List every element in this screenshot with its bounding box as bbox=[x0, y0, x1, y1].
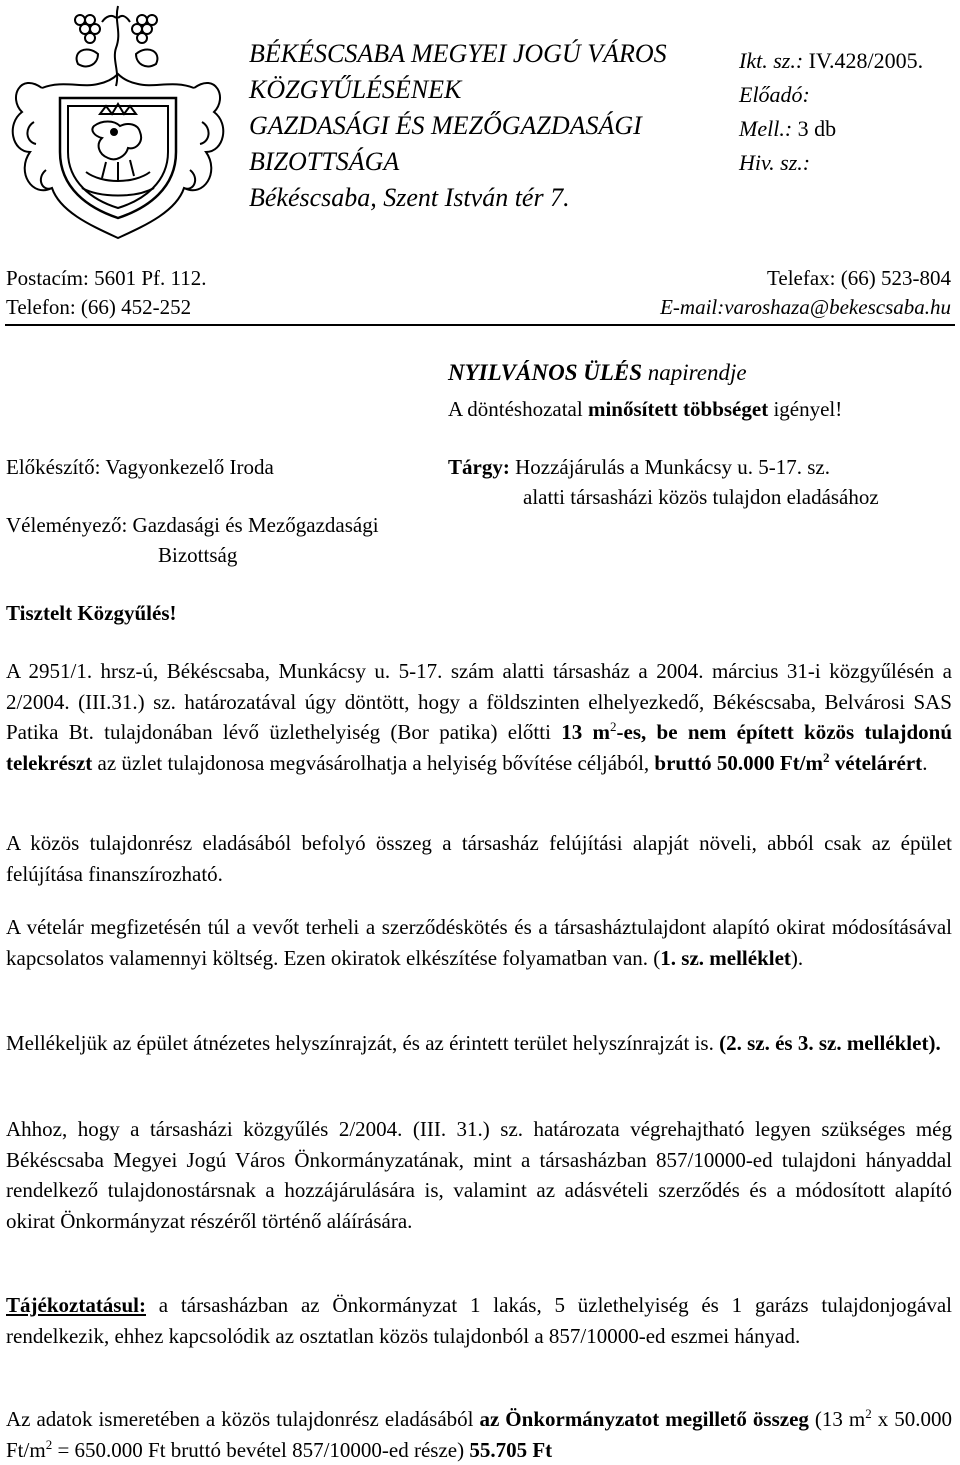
p6-text: a társasházban az Önkormányzat 1 lakás, 5 üzlethelyiség és 1 garázs tulajdonjogával rendelkezik, ehhez kapcsolódik az osztatlan közös tulajdonból a 857/10000-ed eszmei hányad. bbox=[6, 1293, 952, 1348]
subject-line-2: alatti társasházi közös tulajdon eladásához bbox=[523, 485, 879, 509]
preparer: Előkészítő: Vagyonkezelő Iroda bbox=[6, 455, 274, 479]
header-address: Békéscsaba, Szent István tér 7. bbox=[249, 183, 570, 212]
paragraph-6 bbox=[6, 1290, 952, 1351]
header-title-line-4: BIZOTTSÁGA bbox=[249, 147, 400, 176]
salutation bbox=[6, 598, 177, 628]
decision-requirement-post: igényel! bbox=[773, 397, 843, 421]
reference-label: Hiv. sz.: bbox=[739, 150, 811, 175]
paragraph-3 bbox=[6, 912, 952, 973]
header-title-line-3: GAZDASÁGI ÉS MEZŐGAZDASÁGI bbox=[249, 111, 642, 140]
p3-text-1: A vételár megfizetésén túl a vevőt terheli a szerződéskötés és a társasháztulajdont alapító okirat módosításával kapcsolatos valamennyi költség. Ezen okiratok elkészítése folyamatban van. ( bbox=[6, 915, 952, 970]
p7-bold-2: 55.705 Ft bbox=[469, 1437, 553, 1462]
subject-text-1: Hozzájárulás a Munkácsy u. 5-17. sz. bbox=[515, 455, 830, 479]
attachments bbox=[739, 112, 923, 146]
p7-sup-1: 2 bbox=[865, 1406, 872, 1421]
registration-value: IV.428/2005. bbox=[808, 48, 924, 73]
p7-sup-2: 2 bbox=[45, 1436, 53, 1452]
p1-bold-3: bruttó 50.000 Ft/m bbox=[654, 750, 823, 775]
p1-sup-2: 2 bbox=[823, 749, 830, 765]
header-divider bbox=[5, 324, 955, 326]
p1-bold-2: -es, be nem épített közös tulajdonú telekrészt bbox=[6, 720, 953, 775]
telefax: Telefax: (66) 523-804 bbox=[767, 266, 951, 290]
coat-of-arms-emblem bbox=[2, 2, 234, 242]
p4-bold-1: (2. sz. és 3. sz. melléklet). bbox=[719, 1031, 941, 1055]
email-value[interactable]: varoshaza@bekescsaba.hu bbox=[724, 295, 951, 319]
email bbox=[660, 293, 951, 321]
decision-requirement-bold: minősített többséget bbox=[587, 397, 769, 421]
p6-label: Tájékoztatásul: bbox=[6, 1293, 146, 1317]
presenter-label: Előadó: bbox=[739, 82, 810, 107]
paragraph-1 bbox=[6, 656, 952, 778]
p7-text-4: = 650.000 Ft bruttó bevétel 857/10000-ed része) bbox=[57, 1437, 465, 1462]
header-meta bbox=[739, 44, 923, 180]
decision-requirement-pre: A döntéshozatal bbox=[448, 397, 583, 421]
p1-text-2: az üzlet tulajdonosa megvásárolhatja a helyiség bővítése céljából, bbox=[97, 750, 650, 775]
p7-text-3: x 50.000 Ft/m bbox=[6, 1407, 952, 1462]
subject-line-1 bbox=[448, 452, 830, 482]
registration-label: Ikt. sz.: bbox=[739, 48, 804, 73]
paragraph-5: Ahhoz, hogy a társasházi közgyűlés 2/2004. (III. 31.) sz. határozata végrehajtható legyen szükséges még Békéscsaba Megyei Jogú Város Önkormányzatának, mint a társasházban 857/10000-ed tulajdoni hányaddal rendelkező tulajdonostársnak a hozzájárulására is, valamint az adásvételi szerződés és a módosított alapító okirat Önkormányzat részéről történő aláírására. bbox=[6, 1117, 952, 1233]
telephone: Telefon: (66) 452-252 bbox=[6, 295, 192, 319]
decision-requirement bbox=[448, 394, 842, 424]
p1-text-3: . bbox=[922, 750, 928, 775]
p1-sup-1: 2 bbox=[610, 719, 617, 734]
postal-address: Postacím: 5601 Pf. 112. bbox=[6, 266, 207, 290]
attachments-label: Mell.: bbox=[739, 116, 793, 141]
session-title-bold: NYILVÁNOS ÜLÉS bbox=[448, 360, 643, 385]
header-title-line-1: BÉKÉSCSABA MEGYEI JOGÚ VÁROS bbox=[249, 39, 667, 68]
salutation-text: Tisztelt Közgyűlés! bbox=[6, 601, 177, 625]
p7-text-1: Az adatok ismeretében a közös tulajdonrész eladásából bbox=[6, 1407, 474, 1431]
p7-bold-1: az Önkormányzatot megillető összeg bbox=[479, 1407, 809, 1431]
reviewer: Véleményező: Gazdasági és Mezőgazdasági bbox=[6, 513, 379, 537]
paragraph-4 bbox=[6, 1028, 952, 1059]
p3-text-2: ). bbox=[790, 945, 804, 970]
reviewer-continued: Bizottság bbox=[158, 543, 238, 567]
p1-bold-1: 13 m bbox=[561, 720, 611, 744]
header-title bbox=[249, 36, 667, 216]
subject-label: Tárgy: bbox=[448, 455, 510, 479]
session-title-rest: napirendje bbox=[647, 360, 747, 385]
paragraph-2: A közös tulajdonrész eladásából befolyó összeg a társasház felújítási alapját növeli, abból csak az épület felújítása finanszírozható. bbox=[6, 831, 952, 886]
p1-text-1: A 2951/1. hrsz-ú, Békéscsaba, Munkácsy u. 5-17. szám alatti társasház a 2004. március 31-i közgyűlésén a 2/2004. (III.31.) sz. határozatával úgy döntött, hogy a földszinten elhelyezkedő, Békéscsaba, Belvárosi SAS Patika Bt. tulajdonában lévő üzlethelyiség (Bor patika) előtti bbox=[6, 659, 952, 744]
p7-text-2: (13 m bbox=[814, 1407, 866, 1431]
p3-bold-1: 1. sz. melléklet bbox=[660, 945, 791, 970]
p4-text-1: Mellékeljük az épület átnézetes helyszínrajzát, és az érintett terület helyszínrajzát is. bbox=[6, 1031, 714, 1055]
attachments-value: 3 db bbox=[797, 116, 837, 141]
p1-bold-4: vételárért bbox=[834, 750, 923, 775]
paragraph-7 bbox=[6, 1404, 952, 1465]
header-title-line-2: KÖZGYŰLÉSÉNEK bbox=[249, 75, 462, 104]
email-label: E-mail: bbox=[660, 295, 725, 319]
registration-number bbox=[739, 44, 923, 78]
session-title bbox=[448, 356, 747, 390]
